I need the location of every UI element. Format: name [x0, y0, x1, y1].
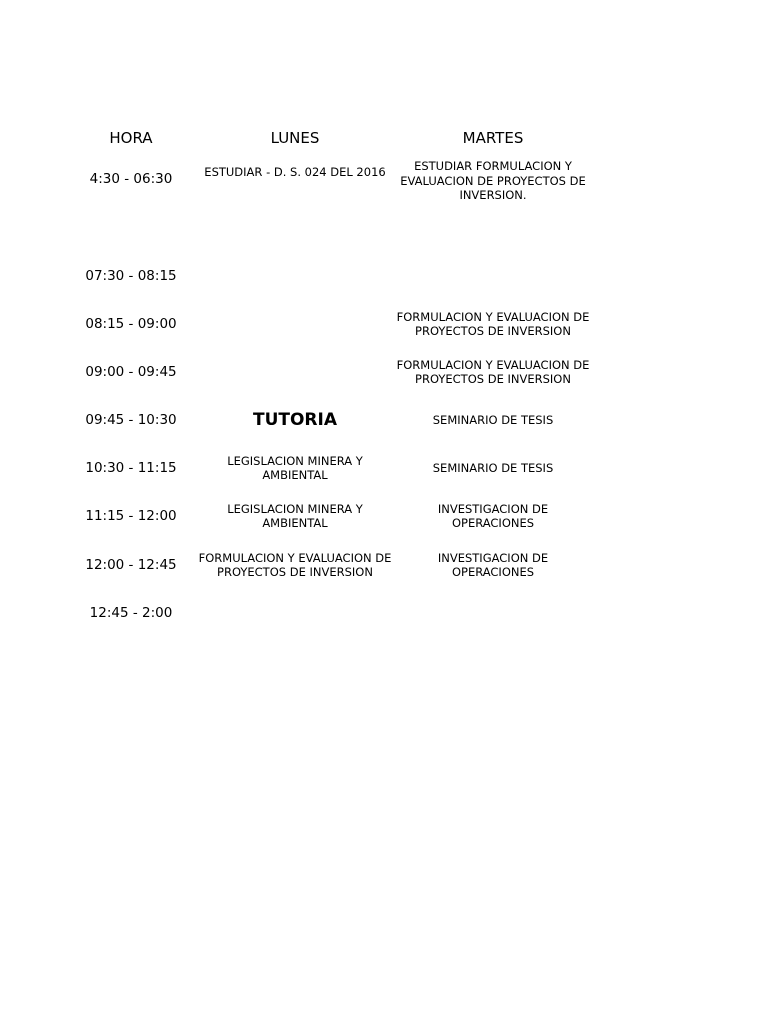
time-cell: 09:00 - 09:45 [85, 364, 177, 380]
time-cell: 08:15 - 09:00 [85, 316, 177, 332]
martes-cell: ESTUDIAR FORMULACION Y EVALUACION DE PROYECTOS DE INVERSION. [400, 159, 586, 202]
lunes-cell: LEGISLACION MINERA Y AMBIENTAL [227, 453, 363, 482]
lunes-cell: FORMULACION Y EVALUACION DE PROYECTOS DE INVERSION [198, 550, 392, 579]
lunes-cell [196, 252, 394, 300]
lunes-cell: TUTORIA [252, 410, 338, 430]
header-hora: HORA [109, 129, 153, 147]
table-row [0, 589, 768, 637]
table-row [0, 156, 768, 204]
martes-cell: FORMULACION Y EVALUACION DE PROYECTOS DE INVERSION [396, 357, 590, 386]
martes-cell: SEMINARIO DE TESIS [432, 460, 554, 475]
time-cell: 12:00 - 12:45 [85, 557, 177, 573]
martes-cell: SEMINARIO DE TESIS [432, 412, 554, 427]
martes-cell: INVESTIGACION DE OPERACIONES [437, 550, 549, 579]
lunes-cell: ESTUDIAR - D. S. 024 DEL 2016 [204, 165, 386, 179]
martes-cell: FORMULACION Y EVALUACION DE PROYECTOS DE INVERSION [396, 309, 590, 338]
martes-cell: INVESTIGACION DE OPERACIONES [437, 501, 549, 530]
table-row [0, 444, 768, 492]
table-row [0, 252, 768, 300]
martes-cell [394, 252, 592, 300]
table-row [0, 300, 768, 348]
header-martes: MARTES [462, 129, 524, 147]
lunes-cell [196, 300, 394, 348]
lunes-cell [196, 589, 394, 637]
time-cell: 07:30 - 08:15 [85, 268, 177, 284]
time-cell: 10:30 - 11:15 [85, 460, 177, 476]
time-cell: 09:45 - 10:30 [85, 412, 177, 428]
header-lunes: LUNES [270, 129, 320, 147]
table-row [0, 492, 768, 540]
table-row [0, 541, 768, 589]
lunes-cell: LEGISLACION MINERA Y AMBIENTAL [227, 501, 363, 530]
martes-cell [394, 589, 592, 637]
time-cell: 11:15 - 12:00 [85, 508, 177, 524]
time-cell: 4:30 - 06:30 [89, 171, 173, 187]
table-row [0, 348, 768, 396]
time-cell: 12:45 - 2:00 [89, 605, 173, 621]
lunes-cell [196, 348, 394, 396]
table-row [0, 396, 768, 444]
